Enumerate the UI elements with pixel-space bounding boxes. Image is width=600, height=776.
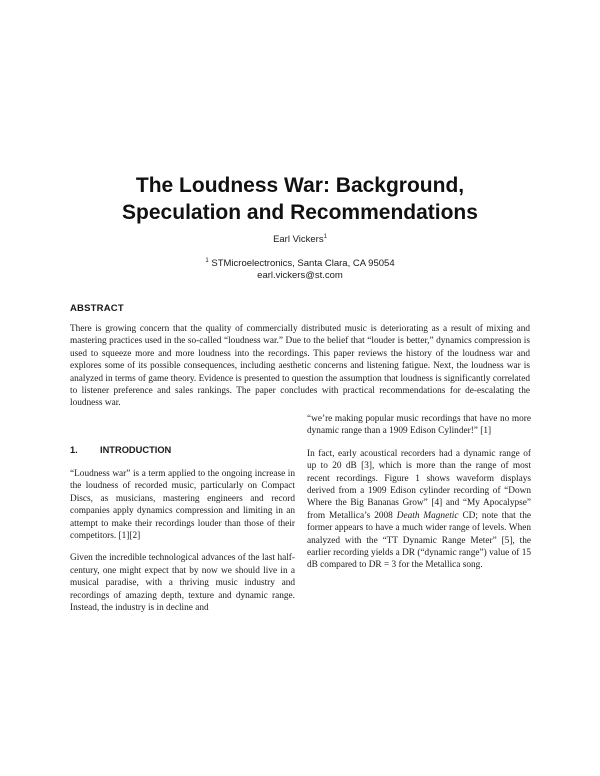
author-superscript: 1 <box>323 233 327 240</box>
p4-text-after: CD; note that the former appears to have a much wider range of levels. When analyzed with the “TT Dynamic Range Meter” [5], the earlier recording yields a DR (“dynamic range”) value of 15 dB compared to DR = 3 for the Metallica song. <box>307 510 532 571</box>
right-column <box>307 413 531 582</box>
abstract-heading: ABSTRACT <box>70 303 124 314</box>
album-title: Death Magnetic <box>396 510 459 521</box>
intro-paragraph-2: Given the incredible technological advances of the last half-century, one might expect that by now we should live in a musical paradise, with a thriving music industry and recordings of amazing depth, texture and dynamic range. Instead, the industry is in decline and <box>70 553 295 614</box>
section-title: INTRODUCTION <box>100 445 172 455</box>
paper-title <box>60 172 540 226</box>
intro-heading <box>70 444 295 456</box>
email: earl.vickers@st.com <box>257 270 343 281</box>
title-line-1: The Loudness War: Background, <box>135 174 465 197</box>
author-name: Earl Vickers <box>273 234 324 245</box>
abstract-text: There is growing concern that the quality of commercially distributed music is deteriorating as a result of mixing and mastering practices used in the so-called “loudness war.” Due to the belief that “louder is better,” dynamics compression is used to squeeze more and more loudness into the recordings. This paper reviews the history of the loudness war and explores some of its possible consequences, including aesthetic concerns and listening fatigue. Next, the loudness war is analyzed in terms of game theory. Evidence is presented to question the assumption that loudness is significantly correlated to listener preference and sales rankings. The paper concludes with practical recommendations for de-escalating the loudness war. <box>70 324 530 409</box>
author-line <box>150 234 450 246</box>
title-line-2: Speculation and Recommendations <box>122 201 478 224</box>
left-column <box>70 444 295 624</box>
affiliation: STMicroelectronics, Santa Clara, CA 95054 <box>211 258 395 269</box>
intro-paragraph-3: “we’re making popular music recordings that have no more dynamic range than a 1909 Edison Cylinder!” [1] <box>307 414 531 437</box>
section-number: 1. <box>70 445 78 455</box>
p4-text-before: In fact, early acoustical recorders had a dynamic range of up to 20 dB [3], which is more than the range of most recent recordings. Figure 1 shows waveform displays derived from a 1909 Edison cylinder recording of “Down Where the Big Bananas Grow” [4] and “My Apocalypse” from Metallica’s 2008 <box>307 448 531 521</box>
intro-paragraph-1: “Loudness war” is a term applied to the ongoing increase in the loudness of recorded music, particularly on Compact Discs, as musicians, mastering engineers and record companies apply dynamics compression and limiting in an attempt to make their recordings louder than those of their competitors. [1][2] <box>70 469 295 542</box>
affiliation-block <box>150 258 450 282</box>
intro-paragraph-4 <box>307 448 531 572</box>
affiliation-superscript: 1 <box>205 257 209 264</box>
